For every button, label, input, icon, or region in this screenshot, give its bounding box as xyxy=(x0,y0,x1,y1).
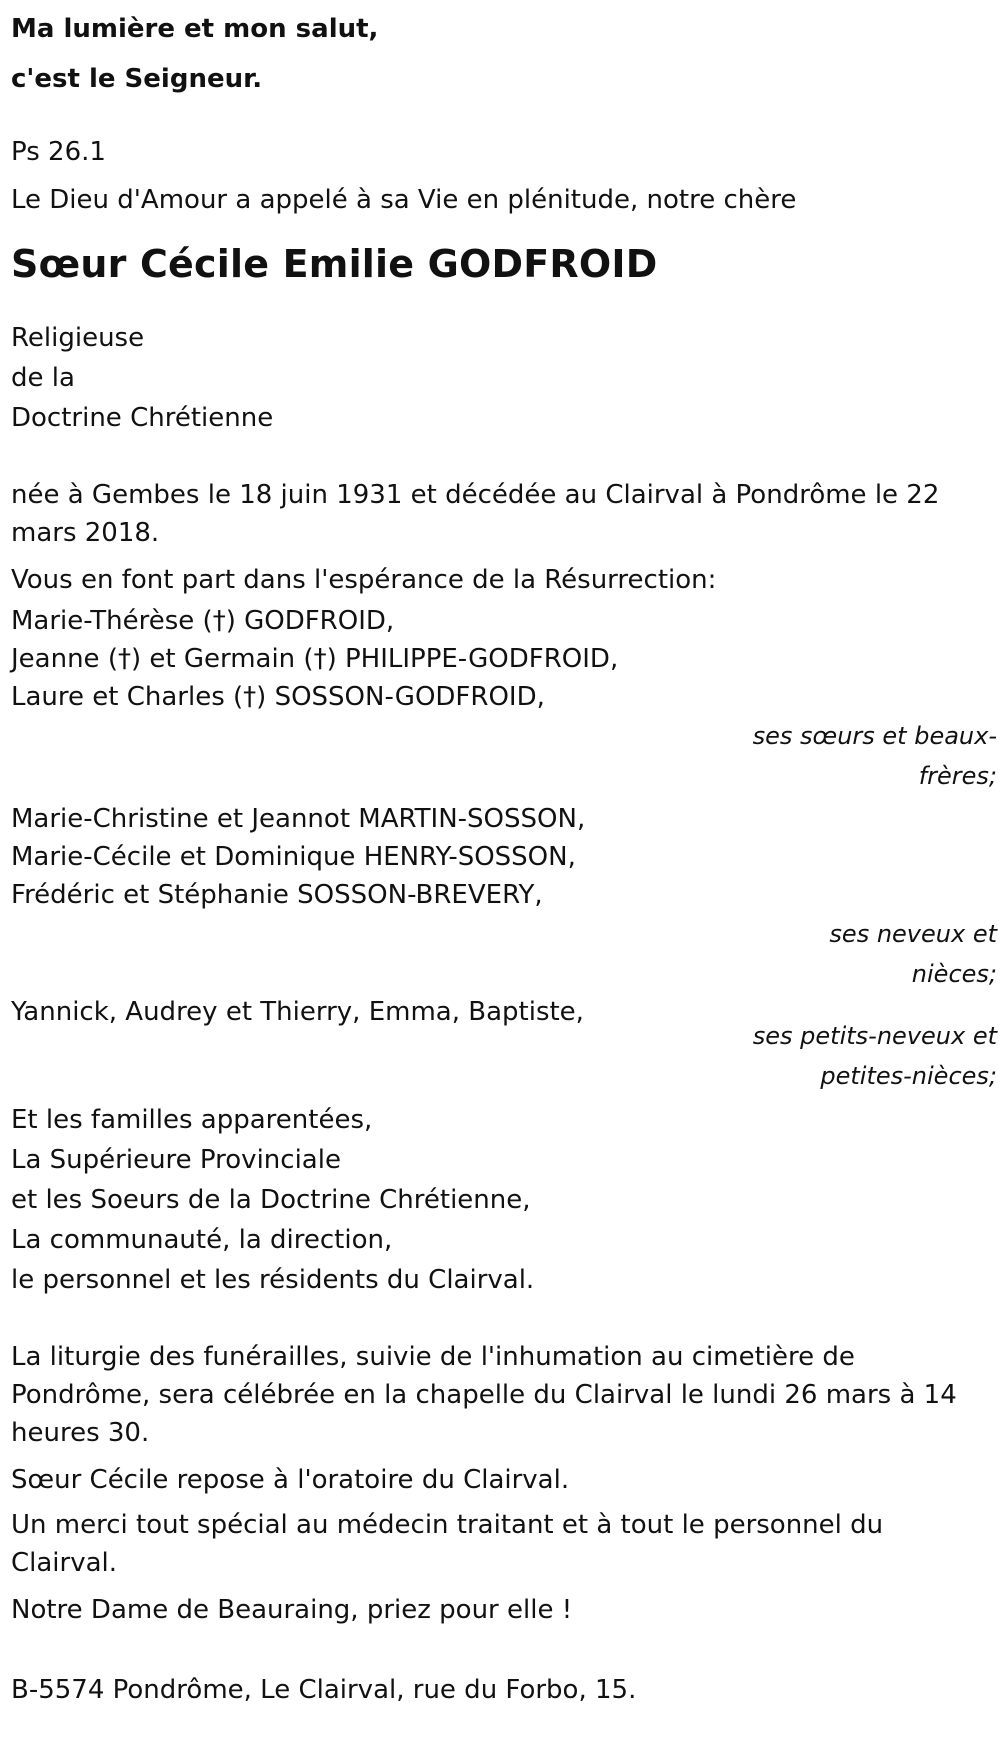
verse-line-2: c'est le Seigneur. xyxy=(11,64,263,94)
nephew-line: Marie-Christine et Jeannot MARTIN-SOSSON, xyxy=(11,804,586,834)
nephew-line: Frédéric et Stéphanie SOSSON-BREVERY, xyxy=(11,880,543,910)
grand-nephews-label: ses petits-neveux et petites-nièces; xyxy=(752,1022,997,1090)
announce-text: Vous en font part dans l'espérance de la Résurrection: xyxy=(11,565,717,595)
nephews-label: ses neveux et nièces; xyxy=(829,920,997,988)
prayer-text: Notre Dame de Beauraing, priez pour elle ! xyxy=(11,1595,573,1625)
thanks-text: Un merci tout spécial au médecin traitant et à tout le personnel du Clairval. xyxy=(11,1510,884,1578)
sibling-line: Jeanne (†) et Germain (†) PHILIPPE-GODFROID, xyxy=(11,644,619,674)
family-line: La Supérieure Provinciale xyxy=(11,1145,341,1175)
nephew-line: Marie-Cécile et Dominique HENRY-SOSSON, xyxy=(11,842,576,872)
address-text: B-5574 Pondrôme, Le Clairval, rue du Forbo, 15. xyxy=(11,1675,637,1705)
family-line: Et les familles apparentées, xyxy=(11,1105,373,1135)
liturgy-text: La liturgie des funérailles, suivie de l'inhumation au cimetière de Pondrôme, sera célébrée en la chapelle du Clairval le lundi 26 mars à 14 heures 30. xyxy=(11,1342,957,1448)
family-line: et les Soeurs de la Doctrine Chrétienne, xyxy=(11,1185,531,1215)
family-line: La communauté, la direction, xyxy=(11,1225,393,1255)
grand-nephews-line: Yannick, Audrey et Thierry, Emma, Baptiste, xyxy=(11,997,584,1027)
order-line-3: Doctrine Chrétienne xyxy=(11,403,274,433)
sibling-line: Marie-Thérèse (†) GODFROID, xyxy=(11,606,395,636)
siblings-label: ses sœurs et beaux-frères; xyxy=(752,722,997,790)
verse-line-1: Ma lumière et mon salut, xyxy=(11,14,379,44)
family-line: le personnel et les résidents du Clairval. xyxy=(11,1265,535,1295)
rest-text: Sœur Cécile repose à l'oratoire du Clairval. xyxy=(11,1465,570,1495)
deceased-name: Sœur Cécile Emilie GODFROID xyxy=(11,242,658,286)
order-line-1: Religieuse xyxy=(11,323,145,353)
order-line-2: de la xyxy=(11,363,75,393)
sibling-line: Laure et Charles (†) SOSSON-GODFROID, xyxy=(11,682,545,712)
intro-text: Le Dieu d'Amour a appelé à sa Vie en plénitude, notre chère xyxy=(11,185,797,215)
birth-death-text: née à Gembes le 18 juin 1931 et décédée au Clairval à Pondrôme le 22 mars 2018. xyxy=(11,480,940,548)
verse-reference: Ps 26.1 xyxy=(11,137,106,167)
